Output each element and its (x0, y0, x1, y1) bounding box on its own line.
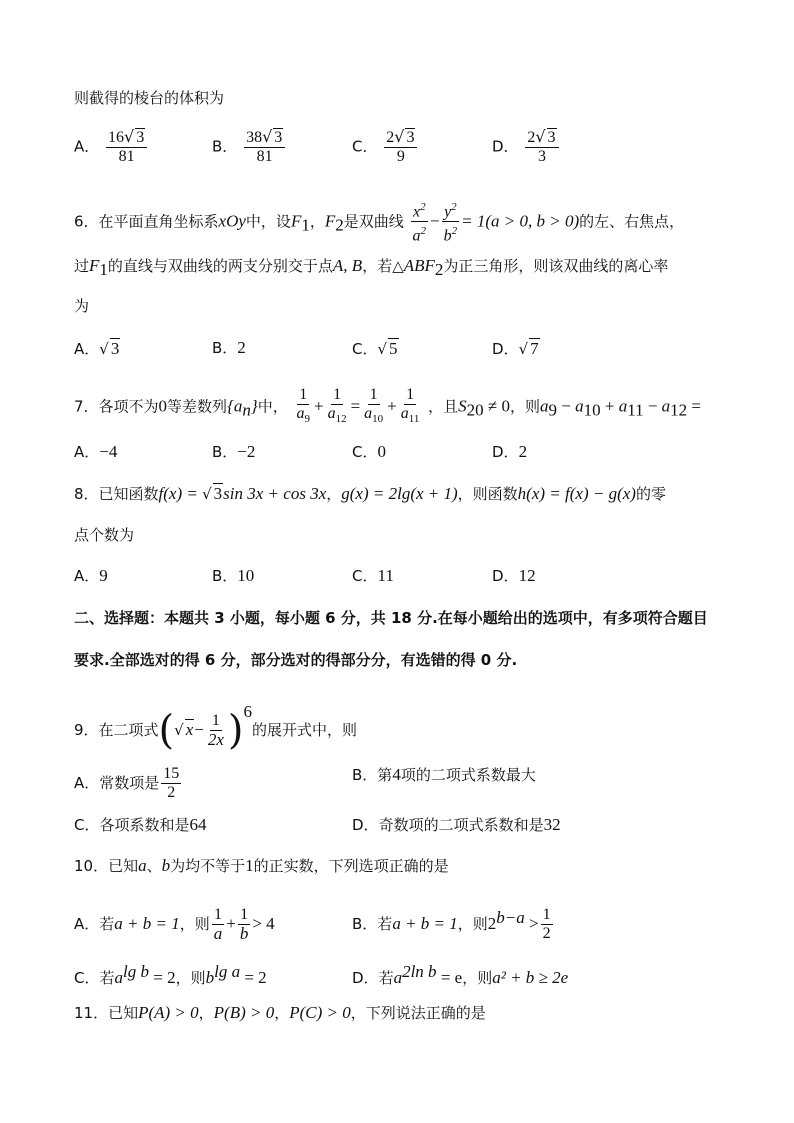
q7-option-a[interactable]: A．−4 (74, 442, 118, 461)
q5-option-a[interactable]: A． $\frac{16√ 3}{81}$ (74, 128, 149, 166)
q6-stem-line3: 为 (74, 297, 90, 315)
q6-stem-line2: 过$F_1$的直线与双曲线的两支分别交于点A, B，若$\triangle ABF_2$为正三角形，则该双曲线的离心率 (74, 256, 669, 279)
q6-option-d[interactable]: D．√ 7 (492, 339, 539, 358)
q10-option-a[interactable]: A．若a + b = 1，则 $\frac{1}{a}$ + $\frac{1}{b}$ > 4 (74, 906, 275, 943)
q9-option-a[interactable]: A．常数项是 $\frac{15}{2}$ (74, 765, 180, 801)
q5-option-b[interactable]: B． $\frac{38√ 3}{81}$ (212, 128, 287, 166)
q6-option-a[interactable]: A．√ 3 (74, 339, 120, 358)
q8-stem-line1: 8．已知函数f(x) = √ 3sin 3x + cos 3x，g(x) = 2lg(x + 1)，则函数h(x) = f(x) − g(x)的零 (74, 484, 666, 503)
q5-tail: 则截得的棱台的体积为 (74, 89, 225, 107)
section2-heading-line1: 二、选择题：本题共 3 小题，每小题 6 分，共 18 分.在每小题给出的选项中，有多项符合题目 (74, 609, 708, 627)
q6-option-c[interactable]: C．√ 5 (352, 339, 398, 358)
q9-stem: 9．在二项式(√ x− $\frac{1}{2x}$ )$^6$的展开式中，则 (74, 702, 358, 754)
q6-stem-line1: 6．在平面直角坐标系xOy中，设$F_1$，$F_2$是双曲线 $\frac{x^2}{a^2}$ − $\frac{y^2}{b^2}$ = 1(a > 0, b > 0)的左、右焦点， (74, 198, 684, 246)
q8-option-b[interactable]: B．10 (212, 566, 255, 585)
q8-stem-line2: 点个数为 (74, 526, 135, 544)
q11-stem: 11．已知P(A) > 0，P(B) > 0，P(C) > 0，下列说法正确的是 (74, 1003, 486, 1022)
q5-option-d[interactable]: D． $\frac{2√ 3}{3}$ (492, 128, 561, 166)
q10-stem: 10．已知a、b为均不等于1的正实数，下列选项正确的是 (74, 856, 449, 875)
q8-option-a[interactable]: A．9 (74, 566, 108, 585)
q8-option-d[interactable]: D．12 (492, 566, 536, 585)
q10-option-d[interactable]: D．若$a^{2ln b} = e$，则a² + b ≥ 2e (352, 962, 569, 987)
q10-option-b[interactable]: B．若a + b = 1，则$2^{b-a}$ > $\frac{1}{2}$ (352, 906, 551, 942)
q8-option-c[interactable]: C．11 (352, 566, 394, 585)
q7-option-d[interactable]: D．2 (492, 442, 528, 461)
section2-heading-line2: 要求.全部选对的得 6 分，部分选对的得部分分，有选错的得 0 分. (74, 651, 518, 669)
q9-option-c[interactable]: C．各项系数和是64 (74, 815, 207, 834)
q9-option-b[interactable]: B．第4项的二项式系数最大 (352, 765, 536, 784)
q7-option-b[interactable]: B．−2 (212, 442, 256, 461)
q7-option-c[interactable]: C．0 (352, 442, 386, 461)
q9-option-d[interactable]: D．奇数项的二项式系数和是32 (352, 815, 561, 834)
q6-option-b[interactable]: B．2 (212, 338, 246, 357)
q7-stem: 7．各项不为0等差数列$\{a_n\}$中， $\frac{1}{a_9}$ + $\frac{1}{a_{12}}$ = $\frac{1}{a_{10}}$ + $\frac{1}{a_{11}}$ ，且$S_{20} \ne 0$，则$a_9 - a_{10} + a_{11} - a_{12}$ = (74, 386, 702, 426)
q10-option-c[interactable]: C．若$a^{lg b} = 2$，则$b^{lg a} = 2$ (74, 962, 267, 987)
q5-option-c[interactable]: C． $\frac{2√ 3}{9}$ (352, 128, 419, 166)
